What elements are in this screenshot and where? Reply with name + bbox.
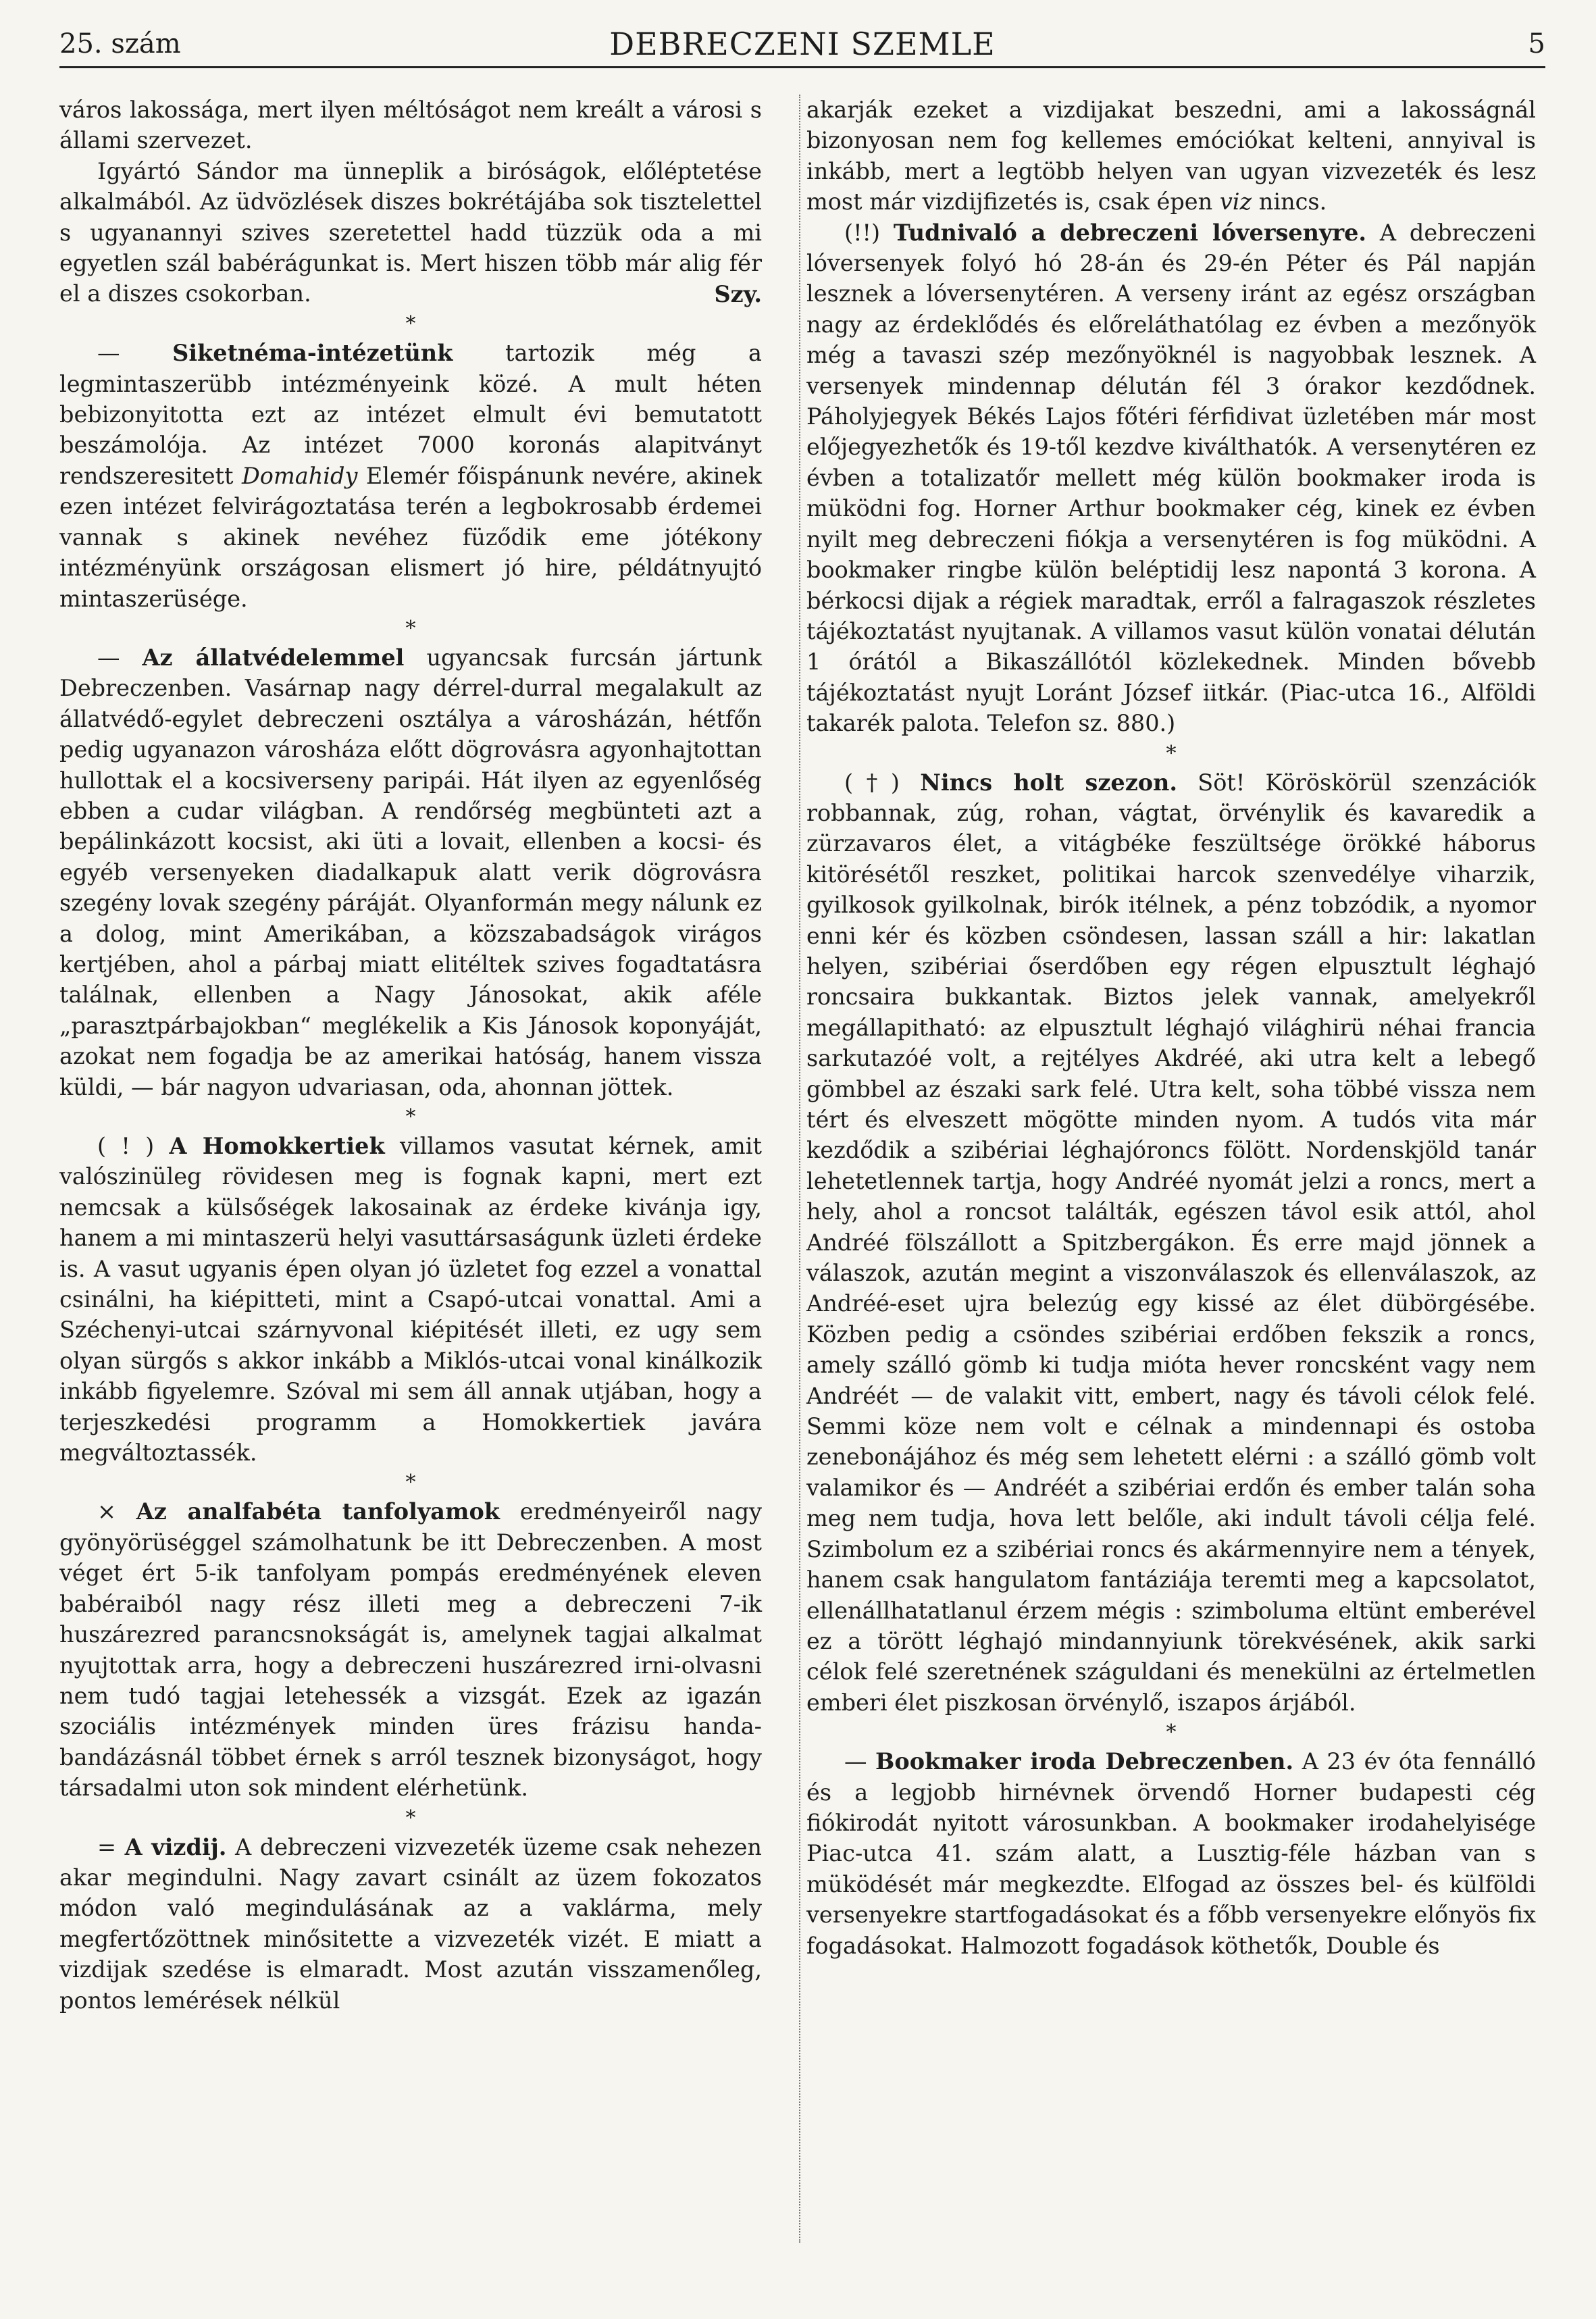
- issue-number: 25. szám: [59, 28, 181, 59]
- article-allatvedelem: — Az állatvédelemmel ugyancsak furcsán jártunk Debreczenben. Vasárnap nagy dérrel-durral megalakult az állatvédő-egylet debreczeni osztálya a városházán, hétfőn pedig ugyanazon városháza előtt dögrovásra agyonhajtottan hullottak el a kocsiverseny paripái. Hát ilyen az egyenlőség ebben a cudar világban. A rendőrség megbünteti azt a bepálinkázott kocsist, aki üti a lovait, ellenben a kocsi- és egyéb versenyeken diadalkapuk alatt verik dögrovásra szegény lovak szegény páráját. Olyanformán megy nálunk ez a dolog, mint Amerikában, a közszabadságok virágos kertjében, ahol a párbaj miatt elitéltek szives fogadtatásra találnak, ellenben a Nagy Jánosokat, akik aféle „parasztpárbajokban“ meglékelik a Kis Jánosok koponyáját, azokat nem fogadja be az amerikai hatóság, hanem vissza küldi, — bár nagyon udvariasan, oda, ahonnan jöttek.: [59, 644, 762, 1100]
- section-separator: *: [405, 1806, 416, 1830]
- article-heading: Az állatvédelemmel: [142, 644, 405, 671]
- page-number: 5: [1528, 28, 1545, 59]
- article-homokkertiek: ( ! ) A Homokkertiek villamos vasutat kérnek, amit valószinüleg rövidesen meg is fognak kapni, mert ezt nemcsak a külsőségek lakosainak az érdeke kivánja igy, hanem a mi mintaszerü helyi vasuttársaságunk üzleti érdeke is. A vasut ugyanis épen olyan jó üzletet fog ezzel a vonattal csinálni, ha kiépitteti, mint a Csapó-utcai vonattal. Ami a Széchenyi-utcai szárnyvonal kiépitését illeti, ez ugy sem olyan sürgős s akkor inkább a Miklós-utcai vonal kinálkozik inkább figyelemre. Szóval mi sem áll annak utjában, hogy a terjeszkedési programm a Homokkertiek javára megváltoztassék.: [59, 1133, 762, 1467]
- article-siketnema: — Siketnéma-intézetünk tartozik még a legmintaszerübb intézményeink közé. A mult héten bebizonyitotta ezt az intézet elmult évi bemutatott beszámolója. Az intézet 7000 koronás alapitványt rendszeresitett Domahidy Elemér főispánunk nevére, akinek ezen intézet felvirágoztatása terén a legbokrosabb érdemei vannak s akinek nevéhez füződik eme jótékony intézményünk országosan elismert jó hire, példátnyujtó mintaszerüsége.: [59, 340, 762, 612]
- masthead-title: DEBRECZENI SZEMLE: [609, 26, 996, 62]
- paragraph: Igyártó Sándor ma ünneplik a biróságok, előléptetése alkalmából. Az üdvözlések diszes bokrétájába sok tisztelettel s ugyanannyi szives szeretettel hadd tüzzük oda a mi egyetlen szál babérágunkat is. Mert hiszen több már alig fér el a diszes csokorban.: [59, 157, 762, 307]
- paragraph: akarják ezeket a vizdijakat beszedni, ami a lakosságnál bizonyosan nem fog kellemes emóciókat kelteni, annyival is inkább, mert a legtöbb helyen van ugyan vizvezeték és lesz most már vizdijfizetés is, csak épen viz nincs.: [806, 97, 1536, 215]
- article-heading: Siketnéma-intézetünk: [172, 340, 453, 367]
- article-heading: Tudnivaló a debreczeni lóversenyre.: [893, 219, 1367, 246]
- signature: Szy.: [714, 280, 762, 307]
- article-heading: A Homokkertiek: [169, 1133, 385, 1159]
- section-separator: *: [1166, 741, 1177, 765]
- article-loverseny: (!!) Tudnivaló a debreczeni lóversenyre. A debreczeni lóversenyek folyó hó 28-án és 29-én Péter és Pál napján lesznek a lóversenytéren. A verseny iránt az egész országban nagy az érdeklődés és előreláthatólag ez évben a mezőnyök még a tavaszi szép mezőnyöknél is nagyobbak lesznek. A versenyek mindennap délután fél 3 órakor kezdődnek. Páholyjegyek Békés Lajos főtéri férfidivat üzletében már most előjegyezhetők és 19-től kezdve kiválthatók. A versenytéren ez évben a totalizatőr mellett még külön bookmaker iroda is müködni fog. Horner Arthur bookmaker cég, kinek ez évben nyilt meg debreczeni fiókja a versenytéren is fog müködni. A bookmaker ringbe külön beléptidij lesz napontá 3 korona. A bérkocsi dijak a régiek maradtak, erről a falragaszok részletes tájékoztatást nyujtanak. A villamos vasut külön vonatai délután 1 órától a Bikaszállótól közlekednek. Minden bővebb tájékoztatást nyujt Loránt József iitkár. (Piac-utca 16., Alföldi takarék palota. Telefon sz. 880.): [806, 219, 1537, 737]
- article-heading: Az analfabéta tanfolyamok: [136, 1498, 500, 1525]
- article-analfabeta: × Az analfabéta tanfolyamok eredményeiről nagy gyönyörüséggel számolhatunk be itt Debreczenben. A most véget ért 5-ik tanfolyam pompás eredményének eleven babéraiból nagy rész illeti meg a debreczeni 7-ik huszárezred parancsnokságát is, amelynek tagjai alkalmat nyujtottak arra, hogy a debreczeni huszárezred irni-olvasni nem tudó tagjai letehessék a vizsgát. Ezek az igazán szociális intézmények minden üres frázisu handa-bandázásnál többet érnek s arról tesznek bizonyságot, hogy társadalmi uton sok mindent elérhetünk.: [59, 1498, 762, 1802]
- article-heading: A vizdij.: [124, 1833, 227, 1860]
- article-heading: Bookmaker iroda Debreczenben.: [875, 1748, 1294, 1775]
- paragraph: város lakossága, mert ilyen méltóságot nem kreált a városi s állami szervezet.: [59, 97, 762, 154]
- section-separator: *: [405, 1471, 416, 1495]
- article-bookmaker: — Bookmaker iroda Debreczenben. A 23 év óta fennálló és a legjobb hirnévnek örvendő Horner budapesti cég fiókirodát nyitott városunkban. A bookmaker irodahelyisége Piac-utca 41. szám alatt, a Lusztig-féle házban van s müködését már megkezdte. Elfogad az összes bel- és külföldi versenyekre startfogadásokat és a főbb versenyekre előnyös fix fogadásokat. Halmozott fogadások köthetők, Double és: [806, 1748, 1536, 1959]
- section-separator: *: [405, 312, 416, 336]
- right-column: [806, 95, 1536, 1961]
- emphasis: viz: [1219, 188, 1252, 215]
- left-column: [59, 95, 762, 2016]
- section-separator: *: [1166, 1721, 1177, 1745]
- section-separator: *: [405, 616, 416, 640]
- column-divider: [799, 95, 800, 2243]
- article-holt-szezon: (†) Nincs holt szezon. Söt! Köröskörül szenzációk robbannak, zúg, rohan, vágtat, örvénylik és kavaredik a zürzavaros élet, a vitágbéke feszültsége örökké háborus kitörésétől reszket, politikai harcok szenvedélye viharzik, gyilkosok gyilkolnak, birók itélnek, a pénz tobzódik, a nyomor enni kér és közben csöndesen, lassan száll a hir: lakatlan helyen, szibériai őserdőben egy régen elpusztult léghajó roncsaira bukkantak. Biztos jelek vannak, amelyekről megállapitható: az elpusztult léghajó világhirü néhai francia sarkutazóé volt, a rejtélyes Akdréé, aki utra kelt a lebegő gömbbel az északi sark felé. Utra kelt, soha többé vissza nem tért és elveszett mögötte minden nyom. A tudós vita már kezdődik a szibériai léghajóroncs fölött. Nordenskjöld tanár lehetetlennek tartja, hogy Andréé nyomát jelzi a roncs, mert a hely, ahol a roncsot találták, egészen távol esik attól, ahol Andréé fölszállott a Spitzbergákon. És erre majd jönnek a válaszok, azután megint a viszonválaszok és ellenválaszok, az Andréé-eset ujra belezúg egy kissé az élet dübörgésébe. Közben pedig a csöndes szibériai erdőben fekszik a roncs, amely szálló gömb ki tudja mióta hever roncsként vagy nem Andréét — de valakit vitt, embert, nagy és távoli célok felé. Semmi köze nem volt e célnak a mindennapi és ostoba zenebonájához és még sem lehetett elérni : a szálló gömb volt valamikor és — Andréét a szibériai erdőn és ember talán soha meg nem tudja, hova lett belőle, aki indult távoli célja felé. Szimbolum ez a szibériai roncs és akármennyire nem a tények, hanem csak hangulatom fantáziája teremti meg a kapcsolatot, ellenállhatatlanul érzem mégis : szimboluma eltünt emberével ez a törött léghajó mindannyiunk törekvésének, akik sarki célok felé szeretnének száguldani és menekülni az értelmetlen emberi élet piszkosan örvénylő, iszapos árjából.: [806, 769, 1536, 1716]
- article-vizdij: = A vizdij. A debreczeni vizvezeték üzeme csak nehezen akar megindulni. Nagy zavart csinált az üzem fokozatos módon való megindulásának az a vaklárma, mely megfertőzöttnek minősitette a vizvezeték vizét. E miatt a vizdijak szedése is elmaradt. Most azután visszamenőleg, pontos lemérések nélkül: [59, 1833, 762, 2014]
- section-separator: *: [405, 1105, 416, 1129]
- article-heading: Nincs holt szezon.: [920, 769, 1178, 796]
- emphasis: Domahidy: [241, 462, 358, 489]
- page-header: [59, 24, 1545, 68]
